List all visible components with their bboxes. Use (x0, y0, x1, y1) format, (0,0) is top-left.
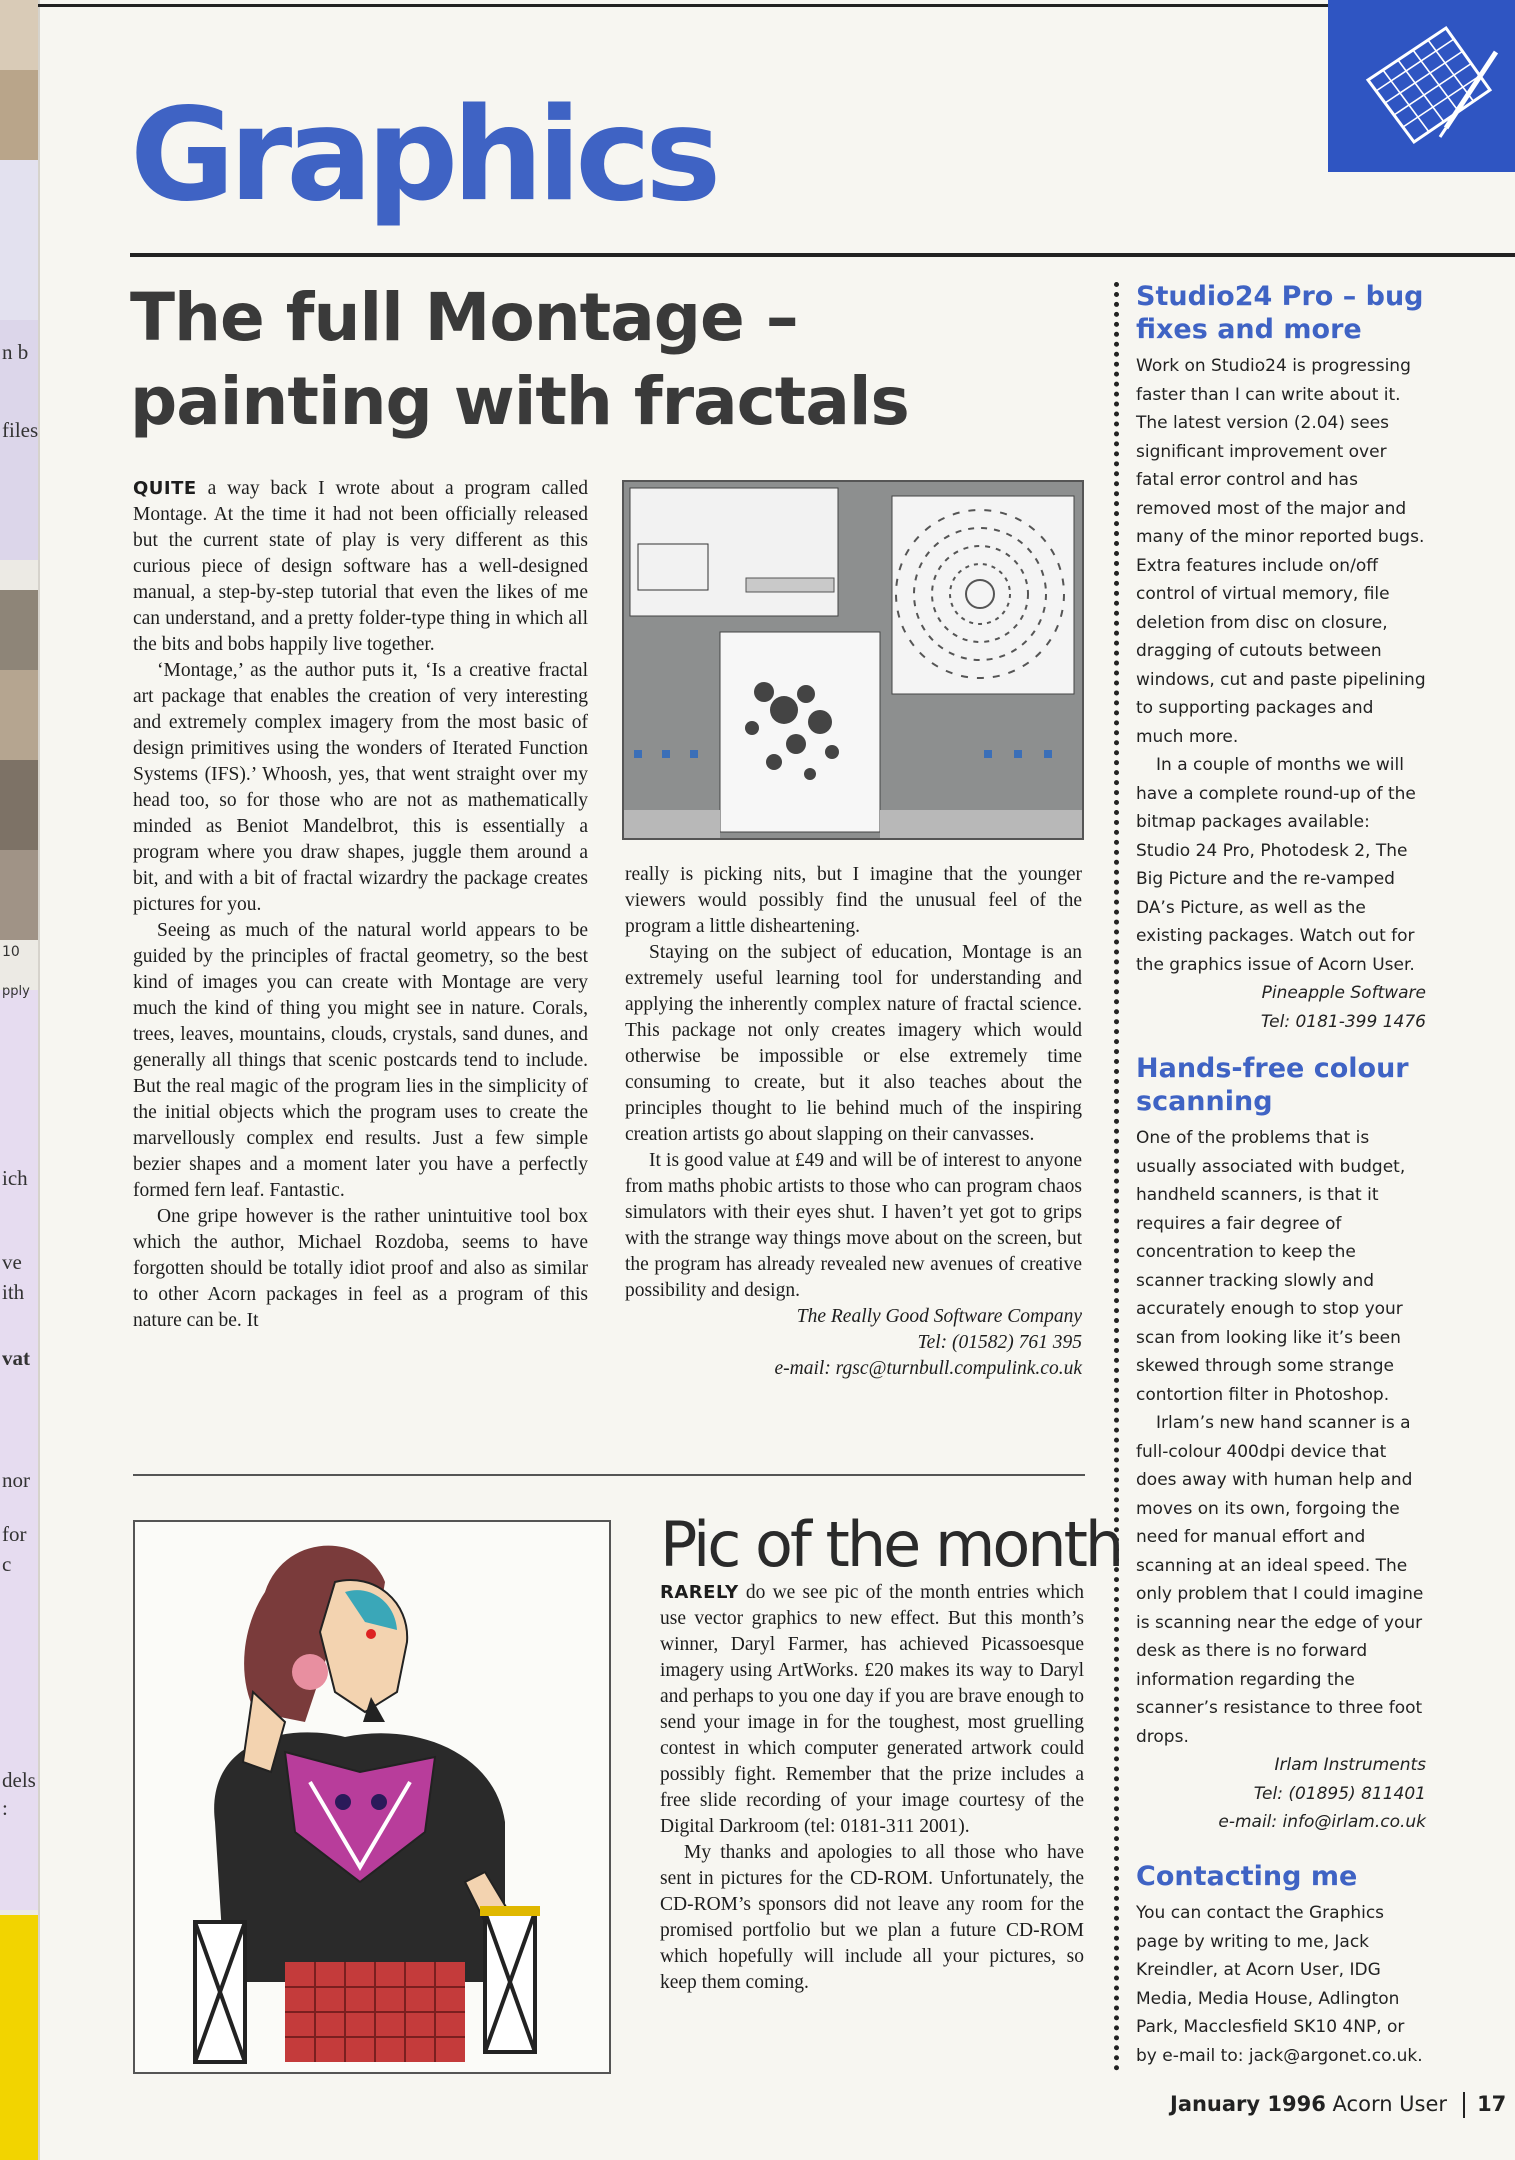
company-tel: Tel: (01582) 761 395 (917, 1332, 1082, 1353)
article-paragraph: really is picking nits, but I imagine that the younger viewers would possibly find the unusual feel of the program a little disheartening. (625, 864, 1082, 937)
article-paragraph: My thanks and apologies to all those who have sent in pictures for the CD-ROM. Unfortunately, the CD-ROM’s sponsors did not leave any room for the promised portfolio but we plan a future CD-ROM which hopefully will include all your pictures, so keep them coming. (660, 1842, 1084, 1993)
prev-page-fragment: n b (2, 340, 29, 364)
article-paragraph: One gripe however is the rather unintuitive tool box which the author, Michael Rozdoba, seems to have forgotten should be totally idiot proof and also as similar to other Acorn packages in feel as a program of this nature can be. It (133, 1206, 588, 1331)
sidebar-paragraph: Irlam’s new hand scanner is a full-colour 400dpi device that does away with human help and moves on its own, forgoing the need for manual effort and scanning at an ideal speed. The only problem that I could imagine is scanning near the edge of your desk as there is no forward information regarding the scanner’s resistance to three foot drops. (1136, 1413, 1424, 1747)
company-name: Pineapple Software (1261, 983, 1426, 1003)
sidebar-contact (1136, 1860, 1426, 2070)
article-headline: The full Montage – painting with fractals (130, 279, 909, 440)
company-name: Irlam Instruments (1274, 1755, 1426, 1775)
montage-screenshot (622, 480, 1084, 840)
prev-page-fragment: files (2, 418, 39, 442)
pic-of-month-text (660, 1580, 1084, 1996)
graphics-tablet-icon (1328, 0, 1515, 172)
sidebar-heading: Contacting me (1136, 1861, 1358, 1892)
company-name: The Really Good Software Company (796, 1306, 1082, 1327)
company-email: e-mail: rgsc@turnbull.compulink.co.uk (774, 1358, 1082, 1379)
prev-page-fragment: c (2, 1552, 12, 1576)
page-footer (1170, 2092, 1506, 2118)
company-tel: Tel: (01895) 811401 (1253, 1783, 1426, 1804)
sidebar-handsfree-scanning (1136, 1052, 1426, 1837)
article-paragraph: Seeing as much of the natural world appears to be guided by the principles of fractal geometry, so the best kind of images you can create with Montage are very much the kind of thing you might see in nature. Corals, trees, leaves, mountains, clouds, crystals, sand dunes, and generally all things that scenic postcards tend to include. But the real magic of the program lies in the simplicity of the initial objects which the program uses to create the marvellously complex end results. Just a few simple bezier shapes and a moment later you have a perfectly formed fern leaf. Fantastic. (133, 920, 588, 1201)
prev-page-fragment: ich (2, 1166, 28, 1190)
company-tel: Tel: 0181-399 1476 (1260, 1011, 1426, 1032)
header-rule (130, 253, 1515, 257)
prev-page-fragment: ve (2, 1250, 22, 1274)
sidebar-paragraph: One of the problems that is usually associated with budget, handheld scanners, is that it requires a fair degree of concentration to keep the scanner tracking slowly and accurately enough to stop your scan from looking like it’s been skewed through some strange contortion filter in Photoshop. (1136, 1128, 1406, 1405)
magazine-name: Acorn User (1332, 2092, 1448, 2116)
page-number: 17 (1477, 2092, 1507, 2116)
article-paragraph (133, 476, 588, 658)
previous-page-edge (0, 0, 40, 2160)
prev-page-fragment: nor (2, 1468, 30, 1492)
prev-page-fragment: dels (2, 1768, 36, 1792)
pic-of-month-artwork (133, 1520, 611, 2074)
company-email: e-mail: info@irlam.co.uk (1218, 1812, 1426, 1832)
article-paragraph: Staying on the subject of education, Montage is an extremely useful learning tool for understanding and applying the inherently complex nature of fractal science. This package not only creates imagery which would otherwise be impossible or else extremely time consuming to create, but it also teaches about the principles thought to lie behind much of the inspiring creation artists go about slapping on their canvasses. (625, 942, 1082, 1145)
sidebar-paragraph: Work on Studio24 is progressing faster than I can write about it. The latest version (2.04) sees significant improvement over fatal error control and has removed most of the major and many of the minor reported bugs. Extra features include on/off control of virtual memory, file deletion from disc on closure, dragging of cutouts between windows, cut and paste pipelining to supporting packages and much more. (1136, 356, 1426, 747)
sidebar-heading: Studio24 Pro – bug fixes and more (1136, 281, 1424, 345)
sidebar-paragraph: In a couple of months we will have a complete round-up of the bitmap packages available: Studio 24 Pro, Photodesk 2, The Big Picture and the re-vamped DA’s Picture, as well as the existing packages. Watch out for the graphics issue of Acorn User. (1136, 755, 1416, 975)
column-divider (1114, 282, 1119, 2072)
article-paragraph: It is good value at £49 and will be of interest to anyone from maths phobic artists to those who can program chaos simulators with their eyes shut. I haven’t yet got to grips with the strange way things move about on the screen, but the program has already revealed new avenues of creative possibility and design. (625, 1150, 1082, 1301)
footer-divider (1463, 2092, 1465, 2118)
section-rule (133, 1474, 1085, 1476)
section-title: Graphics (130, 81, 716, 230)
sidebar-paragraph: You can contact the Graphics page by writing to me, Jack Kreindler, at Acorn User, IDG Media, Media House, Adlington Park, Macclesfield SK10 4NP, or by e-mail to: jack@argonet.co.uk. (1136, 1903, 1423, 2066)
article-column-2 (625, 862, 1082, 1382)
sidebar-studio24 (1136, 280, 1426, 1036)
sidebar-heading: Hands-free colour scanning (1136, 1053, 1409, 1117)
prev-page-fragment: ith (2, 1280, 25, 1304)
pic-of-month-title: Pic of the month (660, 1508, 1122, 1581)
article-paragraph: ‘Montage,’ as the author puts it, ‘Is a creative fractal art package that enables the creation of very interesting and extremely complex imagery from the most basic of design primitives using the wonders of Iterated Function Systems (IFS).’ Whoosh, yes, that went straight over my head too, so for those who are not as mathematically minded as Beniot Mandelbrot, this is essentially a program where you draw shapes, juggle them around a bit, and with a bit of fractal wizardry the package creates pictures for you. (133, 660, 588, 915)
prev-page-fragment: vat (2, 1346, 30, 1370)
paragraph-text: do we see pic of the month entries which use vector graphics to new effect. But this month’s winner, Daryl Farmer, has achieved Picassoesque imagery using ArtWorks. £20 makes its way to Daryl and perhaps to you one day if you are brave enough to send your image in for the toughest, most gruelling contest in which computer generated artwork could possibly fight. Remember that the prize includes a free slide recording of your image courtesy of the Digital Darkroom (tel: 0181-311 2001). (660, 1582, 1084, 1837)
prev-page-fragment: 10 (2, 944, 20, 960)
article-column-1 (133, 476, 588, 1334)
article-paragraph (660, 1580, 1084, 1840)
lead-word: QUITE (133, 478, 197, 499)
prev-page-fragment: : (2, 1796, 8, 1820)
paragraph-text: a way back I wrote about a program called Montage. At the time it had not been officially released but the current state of play is very different as this curious piece of design software has a well-designed manual, a step-by-step tutorial that even the likes of me can understand, and a pretty folder-type thing in which all the bits and bobs happily live together. (133, 478, 588, 655)
issue-date: January 1996 (1170, 2092, 1326, 2116)
top-edge-rule (38, 4, 1515, 7)
prev-page-fragment: pply (2, 984, 30, 999)
lead-word: RARELY (660, 1582, 739, 1603)
prev-page-fragment: for (2, 1522, 27, 1546)
